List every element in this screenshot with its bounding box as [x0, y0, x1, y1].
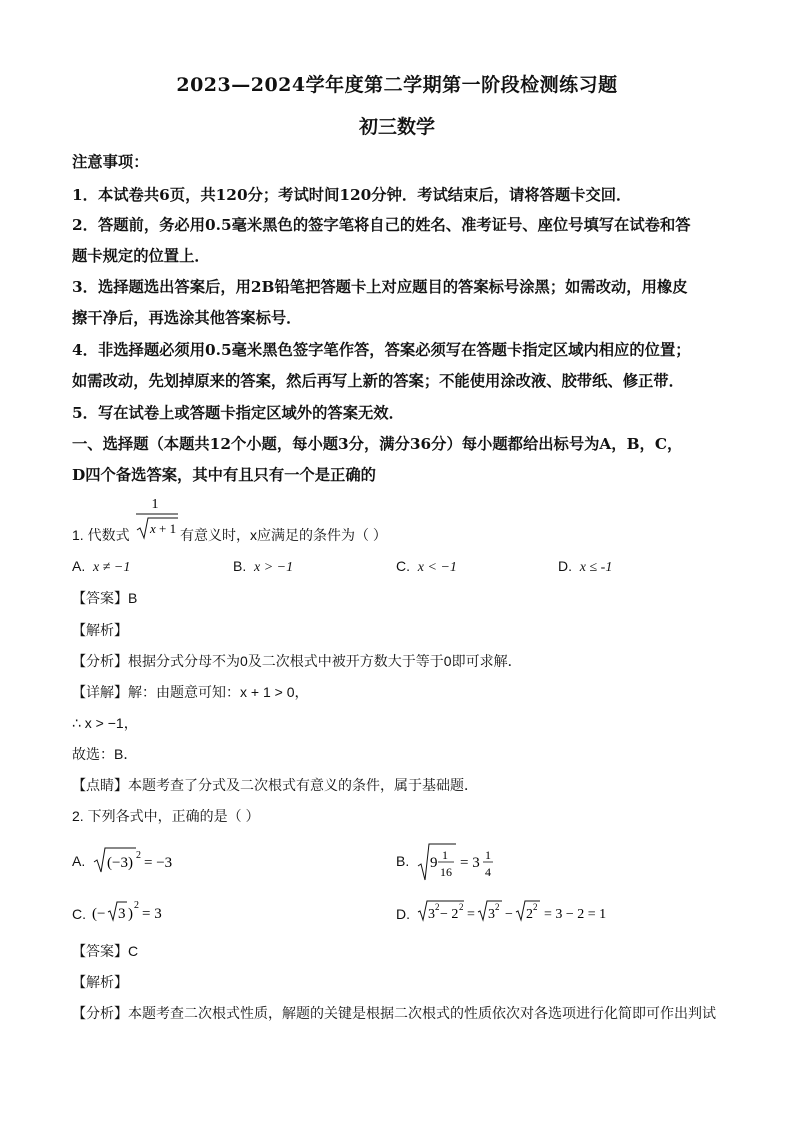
svg-text:2: 2: [136, 850, 141, 861]
analysis-text: 【分析】根据分式分母不为0及二次根式中被开方数大于等于0即可求解．: [72, 653, 522, 669]
option-letter: A.: [72, 853, 86, 869]
svg-text:2: 2: [134, 900, 139, 911]
svg-text:3: 3: [488, 907, 495, 922]
svg-text:2: 2: [459, 902, 464, 912]
option-letter: C.: [396, 558, 410, 574]
option-d: [558, 558, 612, 576]
svg-text:2: 2: [526, 907, 533, 922]
section-heading: 一、选择题（本题共12个小题，每小题3分，满分36分）每小题都给出标号为A，B，C，: [72, 435, 683, 453]
option-letter: C.: [72, 906, 86, 922]
svg-text:1: 1: [151, 497, 159, 512]
notice-item: 3．选择题选出答案后，用2B铅笔把答题卡上对应题目的答案标号涂黑；如需改动，用橡皮: [72, 278, 688, 296]
svg-text:): ): [128, 906, 133, 922]
detail-text: 【详解】解：由题意可知：x + 1 > 0，: [72, 684, 309, 700]
svg-text:= 3: = 3: [460, 855, 480, 871]
svg-text:2: 2: [495, 902, 500, 912]
option-letter: D.: [558, 558, 572, 574]
notice-item: 题卡规定的位置上．: [72, 247, 210, 265]
svg-text:(−3): (−3): [107, 855, 133, 871]
section-heading-cont: D四个备选答案，其中有且只有一个是正确的: [72, 466, 376, 484]
analysis-tag: 【解析】: [72, 974, 128, 990]
svg-text:= −3: = −3: [144, 855, 173, 871]
svg-text:=: =: [467, 907, 475, 922]
svg-text:4: 4: [485, 865, 491, 879]
notice-item: 5．写在试卷上或答题卡指定区域外的答案无效．: [72, 404, 404, 422]
option-text: x ≠ −1: [93, 560, 131, 575]
option-letter: B.: [233, 558, 247, 574]
option-b: [233, 558, 293, 576]
notice-item: 2．答题前，务必用0.5毫米黑色的签字笔将自己的姓名、准考证号、座位号填写在试卷和答: [72, 216, 691, 234]
choose-text: 故选：B．: [72, 746, 138, 762]
exam-title: 2023—2024学年度第二学期第一阶段检测练习题: [176, 74, 618, 96]
answer-tag: 【答案】C: [72, 943, 139, 959]
notice-item: 4．非选择题必须用0.5毫米黑色签字笔作答，答案必须写在答题卡指定区域内相应的位置；: [72, 341, 691, 359]
svg-text:1: 1: [442, 848, 448, 862]
option-c-formula: [92, 896, 172, 926]
analysis-text: 【分析】本题考查二次根式性质，解题的关键是根据二次根式的性质依次对各选项进行化简即可作出判试: [72, 1005, 716, 1021]
analysis-tag: 【解析】: [72, 622, 128, 638]
svg-text:1: 1: [485, 848, 491, 862]
notice-item: 如需改动，先划掉原来的答案，然后再写上新的答案；不能使用涂改液、胶带纸、修正带．: [72, 372, 684, 390]
svg-text:= 3 − 2 = 1: = 3 − 2 = 1: [544, 907, 607, 922]
svg-text:2: 2: [533, 902, 538, 912]
question-1-prefix: 1. 代数式: [72, 527, 130, 543]
option-letter: B.: [396, 853, 410, 869]
answer-tag: 【答案】B: [72, 590, 138, 606]
notice-item: 擦干净后，再选涂其他答案标号．: [72, 309, 302, 327]
svg-text:− 2: − 2: [440, 907, 459, 922]
svg-text:−: −: [505, 907, 513, 922]
option-text: x ≤ -1: [579, 560, 613, 575]
fraction-expression: [134, 494, 180, 544]
question-1-suffix: 有意义时，x应满足的条件为（ ）: [180, 527, 387, 543]
exam-subtitle: 初三数学: [358, 116, 435, 138]
option-a: [72, 558, 130, 576]
option-b-formula: [416, 840, 506, 884]
svg-text:16: 16: [440, 865, 452, 879]
svg-text:9: 9: [430, 855, 438, 871]
svg-text:x: x: [150, 521, 156, 536]
svg-text:2: 2: [435, 902, 440, 912]
option-c: [396, 558, 457, 576]
option-d-formula: [416, 896, 631, 926]
svg-text:3: 3: [118, 906, 126, 922]
therefore-text: ∴ x > −1，: [72, 715, 138, 731]
notice-heading: 注意事项：: [72, 153, 149, 171]
option-text: x > −1: [254, 560, 294, 575]
svg-text:= 3: = 3: [142, 906, 162, 922]
svg-text:3: 3: [428, 907, 435, 922]
option-letter: D.: [396, 906, 410, 922]
option-a-formula: [92, 842, 182, 876]
option-text: x < −1: [417, 560, 457, 575]
notice-item: 1．本试卷共6页，共120分；考试时间120分钟．考试结束后，请将答题卡交回．: [72, 186, 632, 204]
option-letter: A.: [72, 558, 86, 574]
question-2-stem: 2. 下列各式中，正确的是（ ）: [72, 808, 260, 824]
comment-text: 【点睛】本题考查了分式及二次根式有意义的条件，属于基础题．: [72, 777, 478, 793]
svg-text:(−: (−: [92, 906, 106, 922]
svg-text:+ 1: + 1: [159, 521, 177, 536]
